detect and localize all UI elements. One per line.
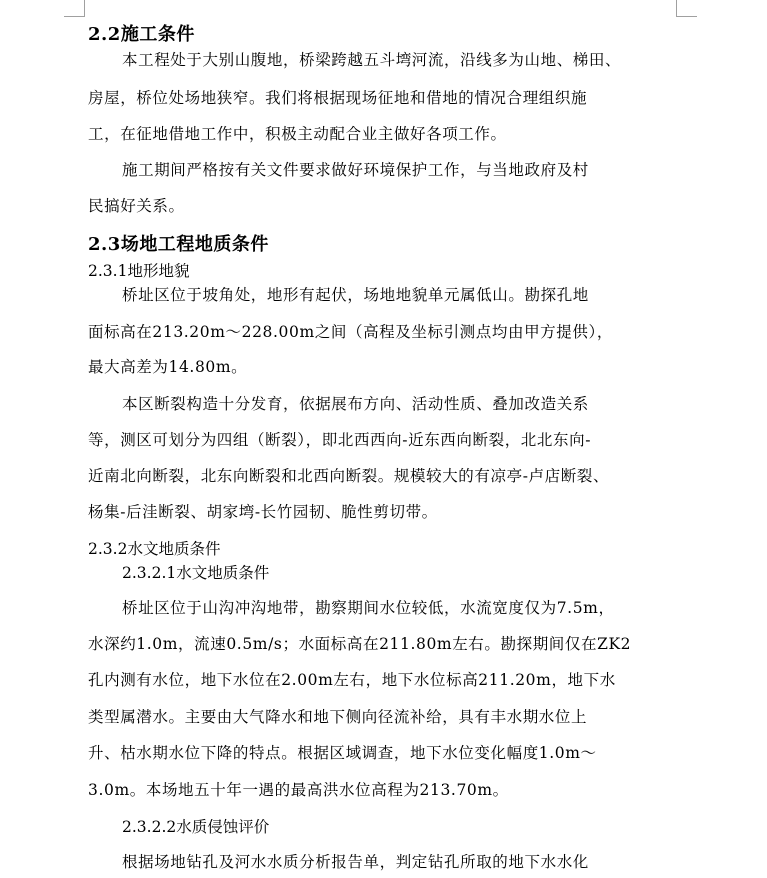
- heading-2-3-1: 2.3.1地形地貌: [88, 262, 190, 280]
- para-2-3-1-line1: 桥址区位于坡角处，地形有起伏，场地地貌单元属低山。勘探孔地: [122, 286, 589, 304]
- para-2-3-2-1-line4: 类型属潜水。主要由大气降水和地下侧向径流补给，具有丰水期水位上: [88, 708, 588, 726]
- para-2-2-line2: 房屋，桥位处场地狭窄。我们将根据现场征地和借地的情况合理组织施: [88, 89, 588, 107]
- para-2-2b-line2: 民搞好关系。: [88, 197, 185, 215]
- para-2-3-2-1-line6: 3.0m。本场地五十年一遇的最高洪水位高程为213.70m。: [88, 781, 509, 799]
- para-2-3-2-1-line2: 水深约1.0m，流速0.5m/s；水面标高在211.80m左右。勘探期间仅在ZK2: [88, 635, 632, 653]
- para-2-2-line1: 本工程处于大别山腹地，桥梁跨越五斗塆河流，沿线多为山地、梯田、: [122, 51, 622, 69]
- page-corner-mark-left: [64, 0, 85, 17]
- para-2-3-1b-line3: 近南北向断裂，北东向断裂和北西向断裂。规模较大的有凉亭-卢店断裂、: [88, 467, 610, 485]
- heading-2-3-2-1: 2.3.2.1水文地质条件: [122, 564, 270, 582]
- para-2-3-2-1-line5: 升、枯水期水位下降的特点。根据区域调查，地下水位变化幅度1.0m～: [88, 744, 597, 762]
- para-2-3-1b-line2: 等，测区可划分为四组（断裂），即北西西向-近东西向断裂，北北东向-: [88, 431, 592, 449]
- para-2-2b-line1: 施工期间严格按有关文件要求做好环境保护工作，与当地政府及村: [122, 161, 589, 179]
- para-2-2-line3: 工，在征地借地工作中，积极主动配合业主做好各项工作。: [88, 125, 507, 143]
- para-2-3-2-2-line1: 根据场地钻孔及河水水质分析报告单，判定钻孔所取的地下水水化: [122, 853, 589, 871]
- para-2-3-1-line3: 最大高差为14.80m。: [88, 358, 248, 376]
- para-2-3-2-1-line3: 孔内测有水位，地下水位在2.00m左右，地下水位标高211.20m，地下水: [88, 671, 616, 689]
- para-2-3-1b-line4: 杨集-后洼断裂、胡家塆-长竹园韧、脆性剪切带。: [88, 503, 438, 521]
- heading-2-3: 2.3场地工程地质条件: [88, 234, 269, 255]
- para-2-3-1b-line1: 本区断裂构造十分发育，依据展布方向、活动性质、叠加改造关系: [122, 395, 589, 413]
- para-2-3-2-1-line1: 桥址区位于山沟冲沟地带，勘察期间水位较低，水流宽度仅为7.5m，: [122, 599, 615, 617]
- page-corner-mark-right: [676, 0, 697, 17]
- heading-2-3-2-2: 2.3.2.2水质侵蚀评价: [122, 818, 270, 836]
- para-2-3-1-line2: 面标高在213.20m～228.00m之间（高程及坐标引测点均由甲方提供），: [88, 323, 613, 341]
- heading-2-2: 2.2施工条件: [88, 24, 195, 45]
- heading-2-3-2: 2.3.2水文地质条件: [88, 540, 221, 558]
